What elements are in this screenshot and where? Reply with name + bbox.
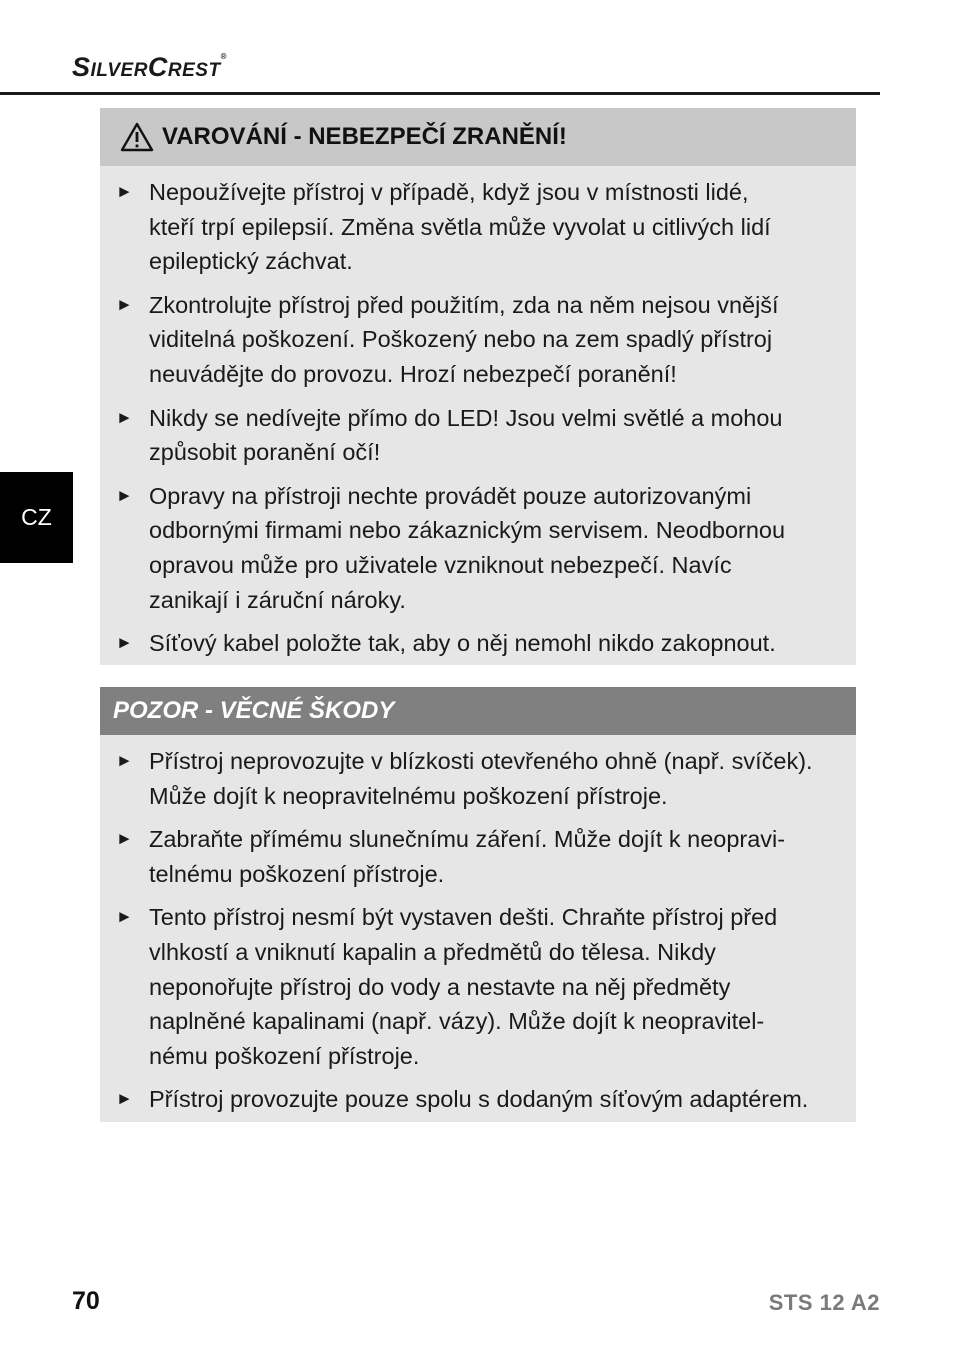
item-line: způsobit poranění očí! [149,439,381,466]
item-line: odbornými firmami nebo zákaznickým servisem. Neodbornou [149,517,786,544]
item-line: neuvádějte do provozu. Hrozí nebezpečí poranění! [149,360,677,387]
list-item [100,175,856,279]
item-line: Zkontrolujte přístroj před použitím, zda na něm nejsou vnější [149,291,779,318]
header-divider [0,92,880,95]
item-line: Zabraňte přímému slunečnímu záření. Může dojít k neopravi- [149,826,786,853]
item-line: Může dojít k neopravitelnému poškození přístroje. [149,782,668,809]
item-line: zanikají i záruční nároky. [149,586,406,613]
list-item [100,1082,856,1117]
caution-title: POZOR - VĚCNÉ ŠKODY [113,697,395,724]
item-line: neponořujte přístroj do vody a nestavte na něj předměty [149,973,731,1000]
bullet-arrow-icon: ► [116,633,133,653]
language-tab-label: CZ [21,504,52,530]
list-item [100,822,856,891]
brand-logo [72,52,227,83]
item-line: Síťový kabel položte tak, aby o něj nemohl nikdo zakopnout. [149,630,776,657]
warning-list [100,166,856,661]
item-line: naplněné kapalinami (např. vázy). Může dojít k neopravitel- [149,1008,765,1035]
list-item [100,626,856,661]
item-line: Přístroj neprovozujte v blízkosti otevřeného ohně (např. svíček). [149,748,813,774]
item-line: Nepoužívejte přístroj v případě, když jsou v místnosti lidé, [149,179,749,205]
item-line: Nikdy se nedívejte přímo do LED! Jsou velmi světlé a mohou [149,404,783,431]
item-line: opravou může pro uživatele vzniknout nebezpečí. Navíc [149,551,732,578]
list-item [100,479,856,617]
item-line: kteří trpí epilepsií. Změna světla může vyvolat u citlivých lidí [149,213,771,240]
bullet-arrow-icon: ► [116,829,133,849]
item-line: Opravy na přístroji nechte provádět pouze autorizovanými [149,482,752,509]
item-line: nému poškození přístroje. [149,1042,420,1069]
list-item [100,401,856,470]
bullet-arrow-icon: ► [116,407,133,427]
model-number: STS 12 A2 [768,1290,880,1315]
bullet-arrow-icon: ► [116,294,133,314]
list-item [100,744,856,813]
item-line: viditelná poškození. Poškozený nebo na zem spadlý přístroj [149,326,773,353]
brand-name: SilverCrest [72,52,221,82]
caution-list [100,735,856,1117]
item-line: Přístroj provozujte pouze spolu s dodaným síťovým adaptérem. [149,1086,809,1113]
bullet-arrow-icon: ► [116,751,133,770]
item-line: telnému poškození přístroje. [149,860,445,887]
item-line: Tento přístroj nesmí být vystaven dešti. Chraňte přístroj před [149,904,778,931]
caution-header [100,687,856,735]
language-tab [0,472,73,563]
list-item [100,900,856,1073]
item-line: vlhkostí a vniknutí kapalin a předmětů do tělesa. Nikdy [149,938,716,965]
warning-triangle-icon [120,122,154,152]
bullet-arrow-icon: ► [116,182,133,201]
page-number: 70 [72,1287,100,1315]
bullet-arrow-icon: ► [116,907,133,927]
warning-title: VAROVÁNÍ - NEBEZPEČÍ ZRANĚNÍ! [162,123,567,150]
list-item [100,288,856,392]
registered-mark: ® [220,52,227,61]
bullet-arrow-icon: ► [116,1089,133,1109]
bullet-arrow-icon: ► [116,485,133,505]
caution-box [100,687,856,1122]
warning-box [100,108,856,665]
warning-header [100,108,856,166]
item-line: epileptický záchvat. [149,248,353,275]
